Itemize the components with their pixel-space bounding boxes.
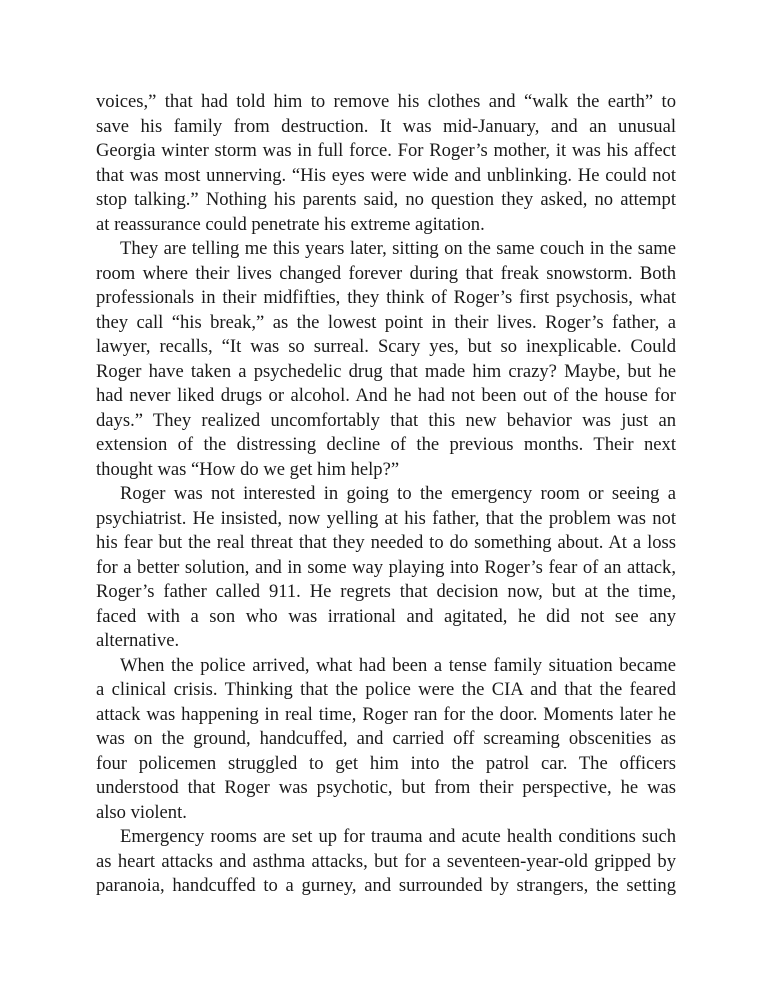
text-line: also violent. [96,801,187,823]
text-line: Emergency rooms are set up for trauma and acute health conditions such [120,826,676,847]
text-line: understood that Roger was psychotic, but from their perspective, he was [96,777,676,798]
paragraph-4 [96,654,676,826]
text-line: at reassurance could penetrate his extreme agitation. [96,213,485,235]
text-line: Roger was not interested in going to the emergency room or seeing a [120,483,676,504]
paragraph-1 [96,90,676,237]
text-line: thought was “How do we get him help?” [96,458,400,480]
text-line: room where their lives changed forever during that freak snowstorm. Both [96,262,676,284]
text-line: faced with a son who was irrational and agitated, he did not see any [96,605,676,627]
body-text [96,90,676,899]
text-line: voices,” that had told him to remove his clothes and “walk the earth” to [96,91,676,112]
text-line: lawyer, recalls, “It was so surreal. Scary yes, but so inexplicable. Could [96,336,676,357]
text-line: had never liked drugs or alcohol. And he had not been out of the house for [96,385,676,406]
text-line: paranoia, handcuffed to a gurney, and surrounded by strangers, the setting [96,875,676,896]
text-line: attack was happening in real time, Roger ran for the door. Moments later he [96,703,676,725]
text-line: extension of the distressing decline of the previous months. Their next [96,434,676,455]
text-line: professionals in their midfifties, they think of Roger’s first psychosis, what [96,287,676,308]
text-line: they call “his break,” as the lowest point in their lives. Roger’s father, a [96,311,676,333]
text-line: for a better solution, and in some way playing into Roger’s fear of an attack, [96,556,676,578]
text-line: as heart attacks and asthma attacks, but for a seventeen-year-old gripped by [96,850,676,872]
text-line: psychiatrist. He insisted, now yelling at his father, that the problem was not [96,507,676,529]
text-line: four policemen struggled to get him into the patrol car. The officers [96,752,676,774]
paragraph-2 [96,237,676,482]
text-line: Roger’s father called 911. He regrets that decision now, but at the time, [96,581,676,602]
text-line: Georgia winter storm was in full force. For Roger’s mother, it was his affect [96,140,676,161]
text-line: a clinical crisis. Thinking that the police were the CIA and that the feared [96,679,676,700]
text-line: save his family from destruction. It was mid-January, and an unusual [96,115,676,137]
text-line: Roger have taken a psychedelic drug that made him crazy? Maybe, but he [96,360,676,382]
text-line: alternative. [96,630,180,651]
text-line: stop talking.” Nothing his parents said, no question they asked, no attempt [96,189,676,210]
paragraph-3 [96,482,676,654]
text-line: his fear but the real threat that they needed to do something about. At a loss [96,532,676,553]
text-line: was on the ground, handcuffed, and carried off screaming obscenities as [96,728,676,749]
text-line: days.” They realized uncomfortably that this new behavior was just an [96,409,676,431]
text-line: They are telling me this years later, sitting on the same couch in the same [120,238,676,259]
paragraph-5 [96,825,676,899]
text-line: that was most unnerving. “His eyes were wide and unblinking. He could not [96,164,676,186]
text-line: When the police arrived, what had been a tense family situation became [120,654,676,676]
